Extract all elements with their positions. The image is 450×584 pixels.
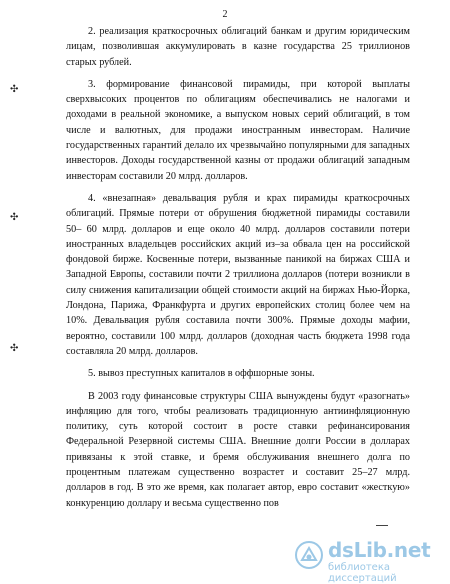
watermark bbox=[294, 538, 444, 584]
scan-mark bbox=[376, 525, 388, 526]
paragraph-item-5: 5. вывоз преступных капиталов в оффшорные зоны. bbox=[88, 368, 315, 380]
watermark-title: dsLib.net bbox=[328, 538, 431, 562]
document-body bbox=[66, 24, 410, 518]
dslib-logo-icon bbox=[294, 540, 324, 570]
paragraph-inflation-2003: В 2003 году финансовые структуры США вынуждены будут «разогнать» инфляцию для того, чтобы реализовать традиционную антиинфляционную политику, суть которой состоит в росте ставки рефинансирования Федеральной Резервной системы США. Внешние долги России в долларах привязаны к этой ставке, и бремя обслуживания внешнего долга по процентным платежам существенно возрастет и составит 25–27 млрд. долларов в год. В это же время, как полагает автор, евро составит «жесткую» конкуренцию доллару и весьма существенно пов bbox=[66, 390, 410, 509]
paragraph-item-2: 2. реализация краткосрочных облигаций банкам и другим юридическим лицам, позволившая аккумулировать в казне государства 25 триллионов старых рублей. bbox=[66, 26, 410, 68]
paragraph-item-3: 3. формирование финансовой пирамиды, при которой выплаты сверхвысоких процентов по облигациям обеспечивались не налогами и доходами в реальной экономике, а выпуском новых серий облигаций, в том числе и валютных, для продажи иностранным инвесторам. Наличие государственных гарантий делало их чрезвычайно популярными для западных инвесторов. Доходы государственной казны от продажи облигаций западным инвесторам составили 20 млрд. долларов. bbox=[66, 78, 410, 182]
margin-annotation-mark: ✣ bbox=[10, 212, 19, 223]
watermark-subtitle: библиотека диссертаций bbox=[328, 562, 397, 584]
page-number: 2 bbox=[222, 9, 228, 20]
margin-annotation-mark: ✣ bbox=[10, 343, 19, 354]
margin-annotation-mark: ✣ bbox=[10, 84, 19, 95]
paragraph-item-4: 4. «внезапная» девальвация рубля и крах пирамиды краткосрочных облигаций. Прямые потери от обрушения бюджетной пирамиды составили 50– 60 млрд. долларов и еще около 40 млрд. долларов составили потери иностранных владельцев российских акций из–за обвала цен на российской фондовой бирже. Косвенные потери, вызванные паникой на биржах США и Западной Европы, составили почти 2 триллиона долларов (потери возникли в силу снижения капитализации общей стоимости акций на биржах Нью-Йорка, Лондона, Парижа, Франкфурта и других европейских столиц более чем на 10%. Девальвация рубля составила почти 300%. Прямые доходы мафии, вероятно, составили 100 млрд. долларов (доходная часть бюджета 1998 года составляла 20 млрд. долларов. bbox=[66, 192, 410, 357]
